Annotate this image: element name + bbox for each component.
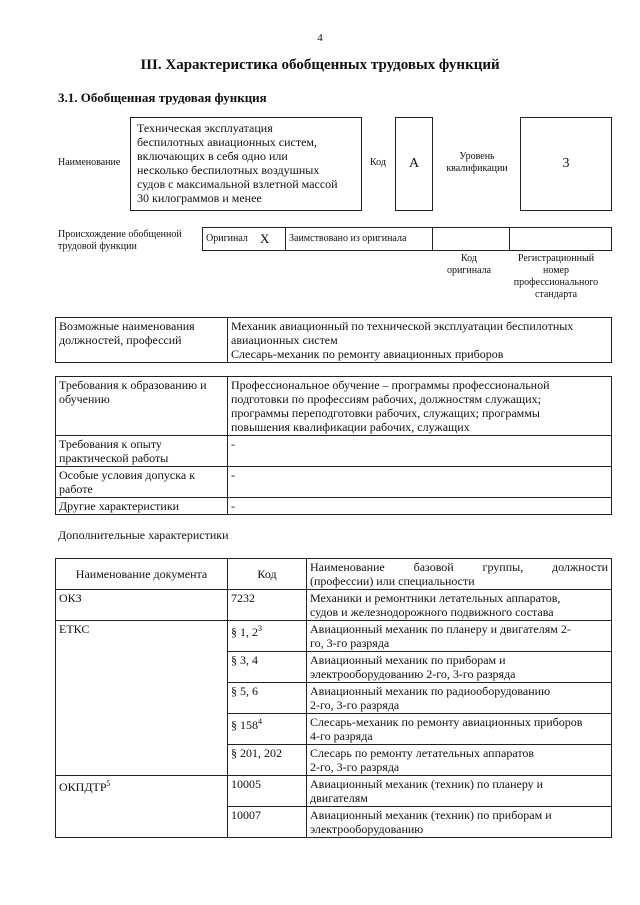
requirement-label-line: обучению — [59, 392, 110, 406]
code-cell — [228, 590, 307, 621]
code-value-box — [395, 117, 433, 211]
positions-value-line: Слесарь-механик по ремонту авиационных приборов — [231, 347, 504, 361]
function-name-line: включающих в себя одно или — [137, 149, 288, 163]
code-cell — [228, 745, 307, 776]
header-name-line: Наименование базовой группы, должности — [310, 560, 608, 574]
code-value: § 158 — [231, 718, 258, 732]
positions-label-line: должностей, профессий — [59, 333, 182, 347]
footnote-mark: 3 — [258, 624, 262, 633]
requirement-value: - — [228, 436, 612, 467]
table-row — [56, 590, 612, 621]
function-name-line: беспилотных авиационных систем, — [137, 135, 318, 149]
code-value: A — [408, 156, 420, 171]
header-name — [307, 559, 612, 590]
code-cell — [228, 714, 307, 745]
caption-line: стандарта — [534, 289, 578, 300]
footnote-mark: 5 — [106, 779, 111, 788]
code-value: 7232 — [231, 591, 255, 605]
name-cell — [307, 776, 612, 807]
function-name-line: судов с максимальной взлетной массой — [137, 177, 338, 191]
caption-line: Регистрационный — [517, 253, 595, 264]
registration-number-cell — [510, 228, 612, 251]
original-code-caption — [432, 253, 506, 277]
requirement-label — [56, 467, 228, 498]
name-line: го, 3-го разряда — [310, 636, 390, 650]
name-line: 4-го разряда — [310, 729, 373, 743]
function-name-box — [130, 117, 362, 211]
name-line: 2-го, 3-го разряда — [310, 698, 400, 712]
page-number: 4 — [317, 32, 323, 44]
name-line: двигателям — [310, 791, 368, 805]
requirement-value: - — [228, 467, 612, 498]
positions-value-line: авиационных систем — [231, 333, 338, 347]
requirement-row — [56, 377, 612, 436]
requirement-label-line: Требования к опыту — [59, 437, 162, 451]
doc-cell — [56, 621, 228, 776]
code-label: Код — [370, 157, 386, 168]
name-cell — [307, 807, 612, 838]
name-line: Механики и ремонтники летательных аппаратов, — [310, 591, 561, 605]
origin-label-line: трудовой функции — [58, 241, 137, 252]
doc-name: ОКЗ — [59, 591, 82, 605]
caption-line: Код — [461, 253, 477, 264]
requirement-value-line: повышения квалификации рабочих, служащих — [231, 420, 470, 434]
name-cell — [307, 621, 612, 652]
requirement-value-line: подготовки по профессиям рабочих, должностям служащих; — [231, 392, 541, 406]
header-name-line: (профессии) или специальности — [310, 574, 475, 588]
caption-line: оригинала — [446, 265, 492, 276]
name-line: Авиационный механик (техник) по планеру и — [310, 777, 544, 791]
level-label-line: квалификации — [446, 163, 508, 174]
code-value: 10005 — [231, 777, 261, 791]
positions-label-line: Возможные наименования — [59, 319, 195, 333]
code-value: § 1, 2 — [231, 625, 258, 639]
positions-label — [56, 318, 228, 363]
level-label-line: Уровень — [459, 151, 495, 162]
requirement-value — [228, 377, 612, 436]
code-cell — [228, 621, 307, 652]
name-line: Авиационный механик (техник) по приборам и — [310, 808, 552, 822]
registration-caption — [500, 253, 612, 301]
positions-value-line: Механик авиационный по технической эксплуатации беспилотных — [231, 319, 574, 333]
doc-name: ОКПДТР — [59, 780, 107, 794]
additional-title: Дополнительные характеристики — [58, 528, 229, 542]
requirement-value: - — [228, 498, 612, 515]
original-mark: X — [257, 228, 286, 251]
name-cell — [307, 652, 612, 683]
caption-line: номер — [543, 265, 569, 276]
requirement-label-line: Особые условия допуска к — [59, 468, 196, 482]
requirement-value-line: Профессиональное обучение – программы профессиональной — [231, 378, 550, 392]
name-line: электрооборудованию 2-го, 3-го разряда — [310, 667, 516, 681]
level-value-box — [520, 117, 612, 211]
name-line: Авиационный механик по приборам и — [310, 653, 506, 667]
requirements-table — [55, 376, 612, 515]
name-cell — [307, 683, 612, 714]
requirement-label: Другие характеристики — [56, 498, 228, 515]
code-value: 10007 — [231, 808, 261, 822]
borrowed-label: Заимствовано из оригинала — [286, 228, 433, 251]
subsection-title: 3.1. Обобщенная трудовая функция — [58, 90, 267, 105]
code-value: § 3, 4 — [231, 653, 258, 667]
requirement-row — [56, 436, 612, 467]
code-value: § 5, 6 — [231, 684, 258, 698]
table-row — [56, 621, 612, 652]
code-cell — [228, 776, 307, 807]
positions-value — [228, 318, 612, 363]
original-label: Оригинал — [203, 228, 258, 251]
header-doc: Наименование документа — [56, 559, 228, 590]
name-line: судов и железнодорожного подвижного состава — [310, 605, 554, 619]
table-row — [56, 776, 612, 807]
code-cell — [228, 652, 307, 683]
requirement-value-line: программы переподготовки рабочих, служащих; программы — [231, 406, 540, 420]
requirement-row — [56, 467, 612, 498]
origin-table — [202, 227, 612, 251]
code-cell — [228, 683, 307, 714]
origin-label — [58, 229, 182, 253]
level-label — [440, 151, 514, 175]
code-cell — [228, 807, 307, 838]
caption-line: профессионального — [513, 277, 599, 288]
name-cell — [307, 745, 612, 776]
requirement-label-line: практической работы — [59, 451, 169, 465]
requirement-label-line: Требования к образованию и — [59, 378, 207, 392]
positions-table — [55, 317, 612, 363]
requirement-label — [56, 436, 228, 467]
name-line: Слесарь по ремонту летательных аппаратов — [310, 746, 535, 760]
function-name-line: Техническая эксплуатация — [137, 121, 273, 135]
requirement-row — [56, 498, 612, 515]
level-value: 3 — [562, 156, 570, 171]
function-name-line: 30 килограммов и менее — [137, 191, 262, 205]
doc-name: ЕТКС — [59, 622, 90, 636]
name-line: электрооборудованию — [310, 822, 424, 836]
name-line: Слесарь-механик по ремонту авиационных приборов — [310, 715, 583, 729]
additional-table — [55, 558, 612, 838]
footnote-mark: 4 — [258, 717, 262, 726]
requirement-label — [56, 377, 228, 436]
table-header-row — [56, 559, 612, 590]
name-line: 2-го, 3-го разряда — [310, 760, 400, 774]
name-line: Авиационный механик по планеру и двигателям 2- — [310, 622, 571, 636]
header-code: Код — [228, 559, 307, 590]
doc-cell — [56, 776, 228, 838]
section-title: III. Характеристика обобщенных трудовых функций — [140, 57, 500, 73]
original-code-cell — [433, 228, 510, 251]
code-value: § 201, 202 — [231, 746, 282, 760]
function-name-line: несколько беспилотных воздушных — [137, 163, 320, 177]
name-label: Наименование — [58, 157, 121, 168]
requirement-label-line: работе — [59, 482, 93, 496]
name-cell — [307, 590, 612, 621]
origin-label-line: Происхождение обобщенной — [58, 229, 182, 240]
name-line: Авиационный механик по радиооборудованию — [310, 684, 551, 698]
doc-cell — [56, 590, 228, 621]
name-cell — [307, 714, 612, 745]
